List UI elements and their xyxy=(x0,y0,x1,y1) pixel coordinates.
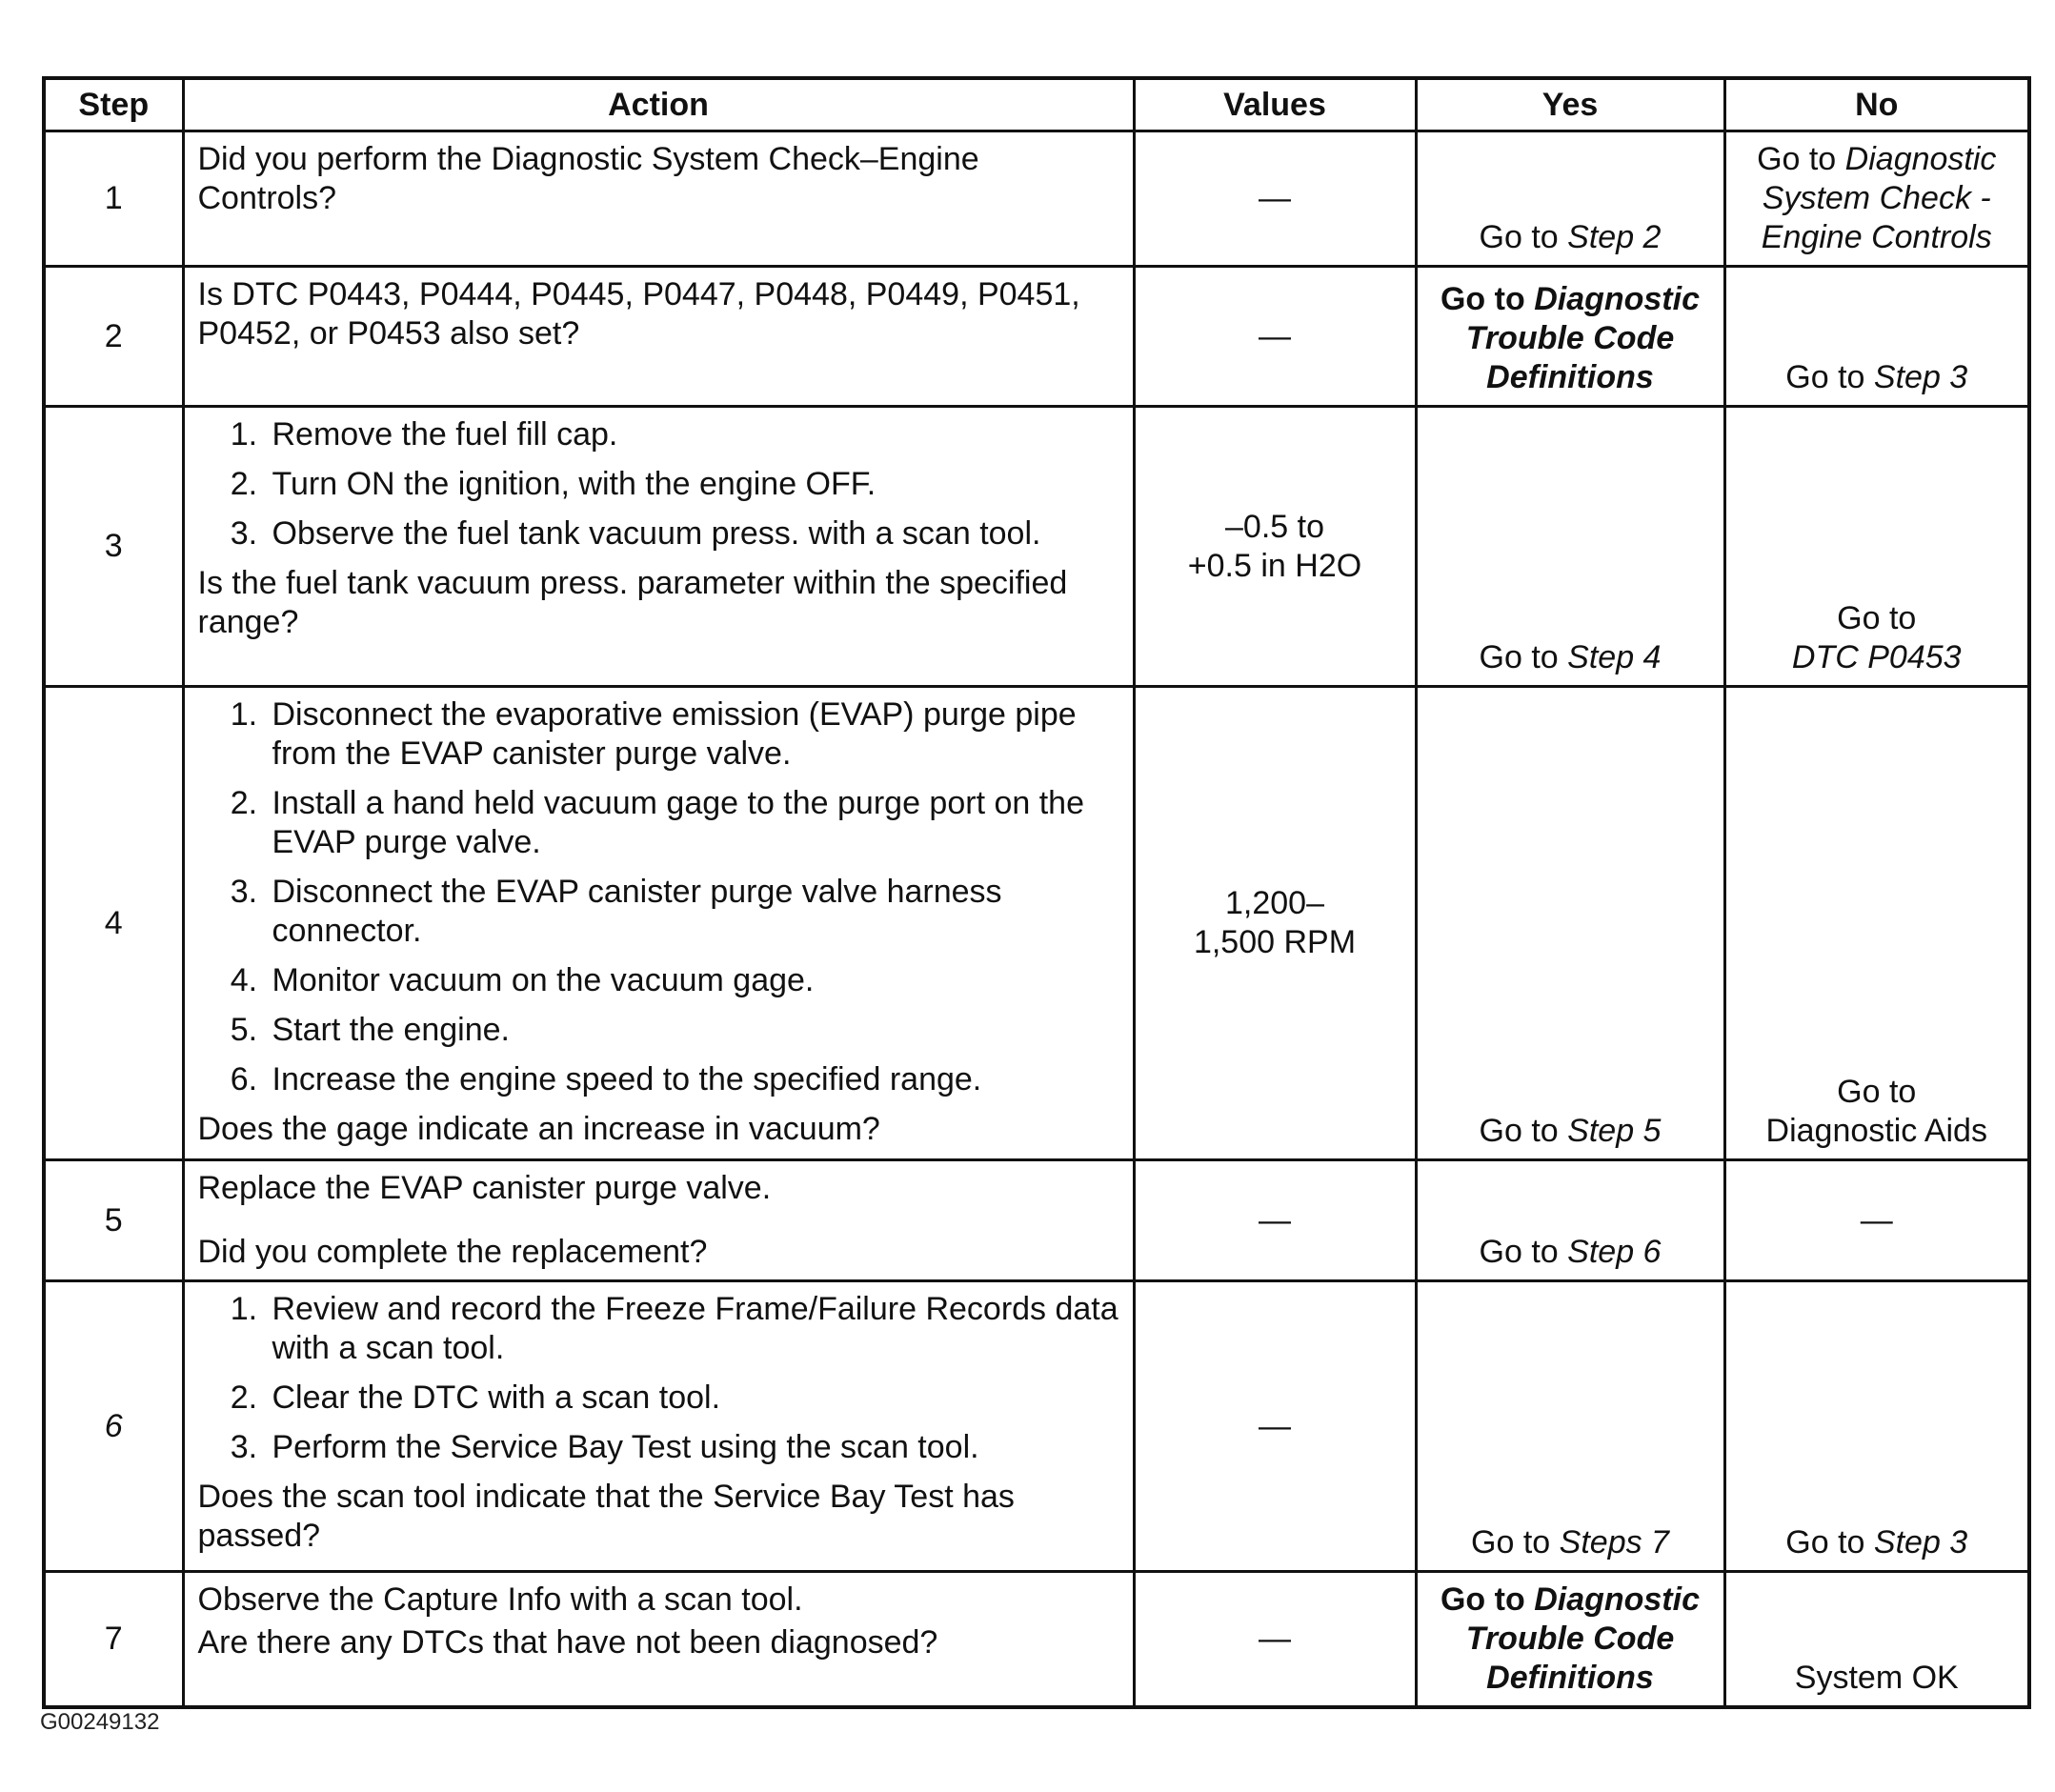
yes-go-to-label: Go to xyxy=(1440,1581,1535,1618)
no-cell xyxy=(1724,1572,2029,1708)
yes-go-to-label: Go to xyxy=(1479,1234,1559,1270)
no-dtc-link[interactable]: DTC P0453 xyxy=(1791,639,1962,675)
no-go-to-label: Go to xyxy=(1837,600,1917,636)
action-cell xyxy=(183,131,1134,267)
yes-link[interactable]: Diagnostic xyxy=(1534,281,1700,317)
yes-cell xyxy=(1416,131,1724,267)
action-step-item: 1. Remove the fuel fill cap. xyxy=(267,415,1119,454)
action-step-item: 1. Review and record the Freeze Frame/Failure Records data with a scan tool. xyxy=(267,1290,1119,1368)
action-text: Did you perform the Diagnostic System Check–Engine Controls? xyxy=(197,141,979,216)
no-cell xyxy=(1724,407,2029,687)
figure-id: G00249132 xyxy=(40,1709,160,1735)
column-header-values: Values xyxy=(1134,78,1416,131)
no-link-line[interactable]: System Check - xyxy=(1762,180,1991,216)
table-row xyxy=(44,131,2029,267)
table-row xyxy=(44,267,2029,407)
no-step-link[interactable]: Step 3 xyxy=(1873,359,1968,395)
yes-line[interactable] xyxy=(1431,1581,1710,1620)
table-row xyxy=(44,687,2029,1160)
yes-step-link[interactable]: Step 4 xyxy=(1567,639,1662,675)
action-question: Is the fuel tank vacuum press. parameter within the specified range? xyxy=(197,565,1068,640)
yes-link-line[interactable]: Trouble Code xyxy=(1465,1621,1675,1657)
values-cell xyxy=(1134,131,1416,267)
action-step-item: 2. Install a hand held vacuum gage to the purge port on the EVAP purge valve. xyxy=(267,784,1119,862)
action-cell xyxy=(183,1160,1134,1281)
action-cell xyxy=(183,687,1134,1160)
action-question: Does the gage indicate an increase in vacuum? xyxy=(197,1111,880,1147)
no-go-to-label: Go to xyxy=(1785,359,1865,395)
action-cell xyxy=(183,267,1134,407)
step-number: 7 xyxy=(44,1572,183,1708)
yes-link-line[interactable]: Definitions xyxy=(1486,1660,1654,1696)
action-question: Are there any DTCs that have not been diagnosed? xyxy=(197,1624,938,1661)
yes-line[interactable] xyxy=(1431,280,1710,319)
value-line: –0.5 to xyxy=(1225,508,1324,545)
action-step-item: 3. Perform the Service Bay Test using the scan tool. xyxy=(267,1428,1119,1467)
value-text: — xyxy=(1259,1621,1291,1657)
column-header-action: Action xyxy=(183,78,1134,131)
value-line: 1,500 RPM xyxy=(1193,924,1357,960)
yes-link-line[interactable]: Trouble Code xyxy=(1465,320,1675,356)
table-row xyxy=(44,1160,2029,1281)
action-steps-list xyxy=(198,1290,1119,1467)
no-link-line[interactable]: Engine Controls xyxy=(1761,219,1992,255)
no-diagnostic-aids-link[interactable]: Diagnostic Aids xyxy=(1765,1113,1987,1149)
step-number: 1 xyxy=(44,131,183,267)
values-cell xyxy=(1134,1281,1416,1572)
step-number: 4 xyxy=(44,687,183,1160)
no-cell xyxy=(1724,131,2029,267)
action-step-item: 5. Start the engine. xyxy=(267,1011,1119,1050)
value-text: — xyxy=(1259,317,1291,354)
yes-go-to-label: Go to xyxy=(1479,639,1559,675)
action-step-item: 4. Monitor vacuum on the vacuum gage. xyxy=(267,961,1119,1000)
column-header-yes: Yes xyxy=(1416,78,1724,131)
value-text: — xyxy=(1259,1407,1291,1444)
yes-go-to-label: Go to xyxy=(1479,1113,1559,1149)
value-line: +0.5 in H2O xyxy=(1187,547,1362,584)
yes-step-link[interactable]: Step 5 xyxy=(1567,1113,1662,1149)
action-steps-list xyxy=(198,415,1119,554)
action-step-item: 3. Disconnect the EVAP canister purge valve harness connector. xyxy=(267,873,1119,951)
action-question: Does the scan tool indicate that the Service Bay Test has passed? xyxy=(197,1479,1015,1554)
value-text: — xyxy=(1259,180,1291,216)
no-system-ok-text: System OK xyxy=(1794,1660,1959,1696)
no-cell xyxy=(1724,267,2029,407)
yes-cell xyxy=(1416,267,1724,407)
no-line-text: Go to xyxy=(1757,141,1845,177)
yes-step-link[interactable]: Step 2 xyxy=(1567,219,1662,255)
action-cell xyxy=(183,1572,1134,1708)
step-number: 2 xyxy=(44,267,183,407)
step-number: 5 xyxy=(44,1160,183,1281)
action-steps-list xyxy=(198,695,1119,1099)
step-number: 6 xyxy=(44,1281,183,1572)
yes-step-link[interactable]: Steps 7 xyxy=(1559,1524,1669,1560)
yes-step-link[interactable]: Step 6 xyxy=(1567,1234,1662,1270)
action-step-item: 2. Clear the DTC with a scan tool. xyxy=(267,1379,1119,1418)
values-cell xyxy=(1134,687,1416,1160)
action-step-item: 2. Turn ON the ignition, with the engine OFF. xyxy=(267,465,1119,504)
action-statement: Observe the Capture Info with a scan tool. xyxy=(197,1581,803,1618)
no-step-link[interactable]: Step 3 xyxy=(1873,1524,1968,1560)
yes-cell xyxy=(1416,1281,1724,1572)
table-row xyxy=(44,1572,2029,1708)
action-statement: Replace the EVAP canister purge valve. xyxy=(197,1170,772,1206)
action-cell xyxy=(183,407,1134,687)
table-header-row xyxy=(44,78,2029,131)
yes-go-to-label: Go to xyxy=(1440,281,1535,317)
table-row xyxy=(44,407,2029,687)
action-cell xyxy=(183,1281,1134,1572)
action-step-item: 6. Increase the engine speed to the specified range. xyxy=(267,1060,1119,1099)
no-cell xyxy=(1724,1160,2029,1281)
value-text: — xyxy=(1259,1201,1291,1238)
step-number: 3 xyxy=(44,407,183,687)
yes-go-to-label: Go to xyxy=(1479,219,1559,255)
values-cell xyxy=(1134,267,1416,407)
action-text: Is DTC P0443, P0444, P0445, P0447, P0448, P0449, P0451, P0452, or P0453 also set? xyxy=(197,276,1080,352)
no-cell xyxy=(1724,1281,2029,1572)
no-go-to-label: Go to xyxy=(1837,1074,1917,1110)
values-cell xyxy=(1134,407,1416,687)
yes-link[interactable]: Diagnostic xyxy=(1534,1581,1700,1618)
yes-link-line[interactable]: Definitions xyxy=(1486,359,1654,395)
column-header-step: Step xyxy=(44,78,183,131)
action-question: Did you complete the replacement? xyxy=(197,1234,708,1270)
no-text: — xyxy=(1860,1201,1893,1238)
table-row xyxy=(44,1281,2029,1572)
no-line[interactable] xyxy=(1740,140,2015,179)
yes-cell xyxy=(1416,1572,1724,1708)
column-header-no: No xyxy=(1724,78,2029,131)
values-cell xyxy=(1134,1572,1416,1708)
value-line: 1,200– xyxy=(1225,885,1324,921)
values-cell xyxy=(1134,1160,1416,1281)
no-link[interactable]: Diagnostic xyxy=(1844,141,1997,177)
no-cell xyxy=(1724,687,2029,1160)
yes-cell xyxy=(1416,407,1724,687)
yes-go-to-label: Go to xyxy=(1471,1524,1551,1560)
no-go-to-label: Go to xyxy=(1785,1524,1865,1560)
action-step-item: 3. Observe the fuel tank vacuum press. with a scan tool. xyxy=(267,514,1119,554)
action-step-item: 1. Disconnect the evaporative emission (EVAP) purge pipe from the EVAP canister purge valve. xyxy=(267,695,1119,774)
diagnostic-table xyxy=(42,76,2031,1709)
yes-cell xyxy=(1416,1160,1724,1281)
yes-cell xyxy=(1416,687,1724,1160)
